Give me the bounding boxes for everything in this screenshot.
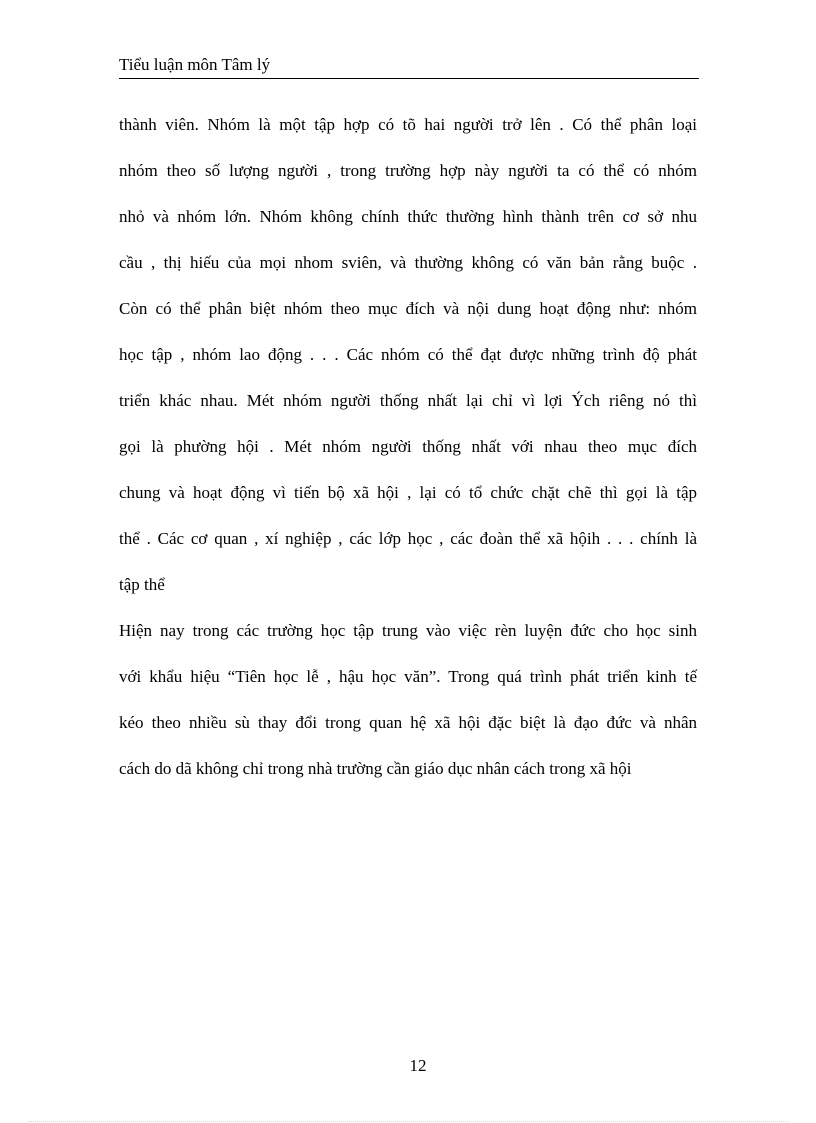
text-line: nhỏ và nhóm lớn. Nhóm không chính thức thường hình thành trên cơ sở nhu bbox=[119, 207, 697, 226]
text-line: với khẩu hiệu “Tiên học lễ , hậu học văn”. Trong quá trình phát triển kinh tế bbox=[119, 667, 697, 686]
paragraph-1 bbox=[119, 110, 697, 616]
text-line: chung và hoạt động vì tiến bộ xã hội , lại có tổ chức chặt chẽ thì gọi là tập bbox=[119, 483, 697, 502]
text-line: tập thể bbox=[119, 575, 165, 594]
text-line: nhóm theo số lượng người , trong trường hợp này người ta có thể có nhóm bbox=[119, 161, 697, 180]
text-line: Còn có thể phân biệt nhóm theo mục đích và nội dung hoạt động như: nhóm bbox=[119, 299, 697, 318]
text-line: thành viên. Nhóm là một tập hợp có tõ hai người trở lên . Có thể phân loại bbox=[119, 115, 697, 134]
text-line: kéo theo nhiều sù thay đổi trong quan hệ xã hội đặc biệt là đạo đức và nhân bbox=[119, 713, 697, 732]
running-header bbox=[119, 52, 699, 79]
text-line: gọi là phường hội . Mét nhóm người thống nhất với nhau theo mục đích bbox=[119, 437, 697, 456]
paragraph-2 bbox=[119, 616, 697, 800]
page-number: 12 bbox=[409, 1056, 427, 1075]
text-line: thể . Các cơ quan , xí nghiệp , các lớp học , các đoàn thể xã hộih . . . chính là bbox=[119, 529, 697, 548]
header-title: Tiểu luận môn Tâm lý bbox=[119, 55, 271, 74]
page-bottom-divider bbox=[28, 1121, 788, 1122]
text-line: triển khác nhau. Mét nhóm người thống nhất lại chỉ vì lợi Ých riêng nó thì bbox=[119, 391, 697, 410]
text-line: Hiện nay trong các trường học tập trung vào việc rèn luyện đức cho học sinh bbox=[119, 621, 697, 640]
text-line: cầu , thị hiếu của mọi nhom sviên, và thường không có văn bản rằng buộc . bbox=[119, 253, 697, 272]
text-line: học tập , nhóm lao động . . . Các nhóm có thể đạt được những trình độ phát bbox=[119, 345, 697, 364]
body-text bbox=[119, 110, 697, 800]
text-line: cách do dã không chỉ trong nhà trường cần giáo dục nhân cách trong xã hội bbox=[119, 759, 632, 778]
